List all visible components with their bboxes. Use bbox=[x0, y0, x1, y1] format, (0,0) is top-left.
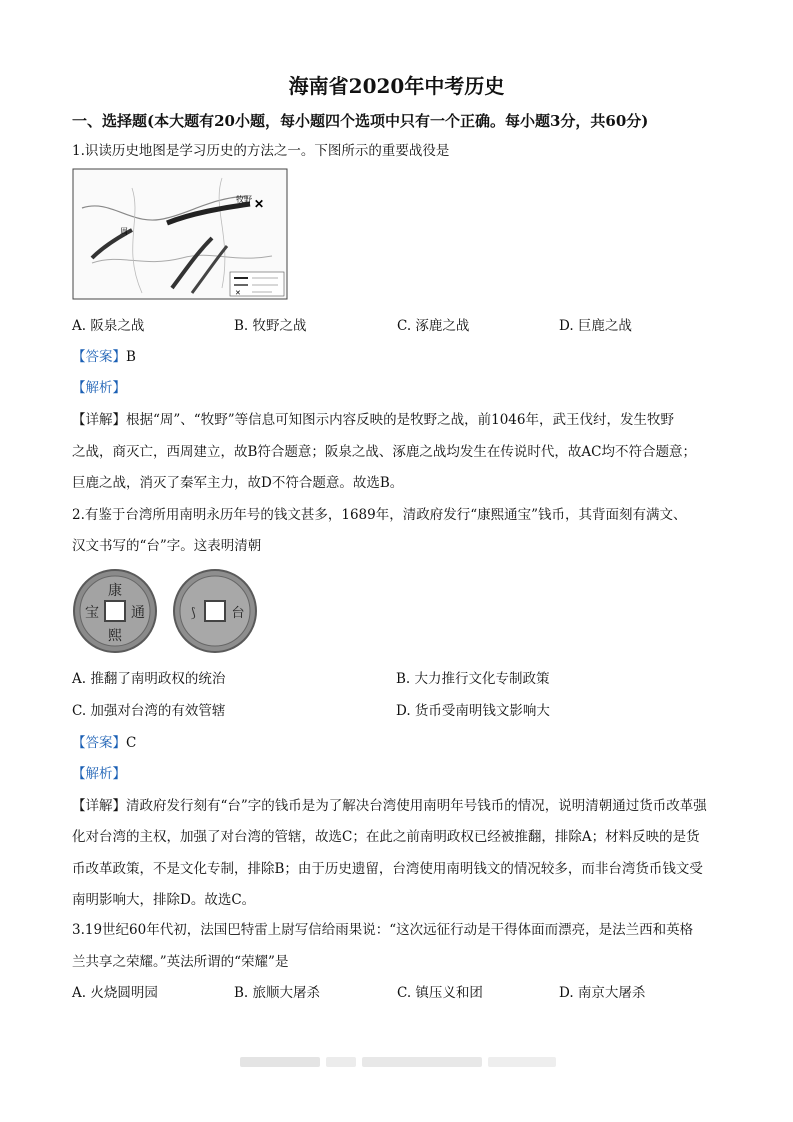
answer-tag: 【答案】 bbox=[72, 349, 126, 365]
q3-stem-line-2: 兰共享之荣耀。”英法所谓的“荣耀”是 bbox=[72, 954, 289, 970]
q1-battle-map bbox=[72, 168, 288, 300]
q2-detail-line-3: 币改革政策，不是文化专制，排除B；由于历史遗留，台湾使用南明钱文的情况较多，而非台湾货币钱文受 bbox=[72, 861, 703, 877]
section-heading: 一、选择题(本大题有20小题，每小题四个选项中只有一个正确。每小题3分，共60分) bbox=[72, 112, 649, 130]
coin-char-right: 通 bbox=[131, 605, 145, 621]
map-label-muye: 牧野 bbox=[236, 195, 252, 204]
coin-char-top: 康 bbox=[108, 583, 122, 599]
q3-option-c: C. 镇压义和团 bbox=[397, 985, 483, 1001]
q1-answer bbox=[72, 347, 136, 367]
q2-detail-line-1: 【详解】清政府发行刻有“台”字的钱币是为了解决台湾使用南明年号钱币的情况，说明清朝通过货币改革强 bbox=[72, 798, 707, 814]
footer-watermark bbox=[240, 1053, 556, 1071]
q2-detail-line-4: 南明影响大，排除D。故选C。 bbox=[72, 892, 256, 908]
q1-stem: 1.识读历史地图是学习历史的方法之一。下图所示的重要战役是 bbox=[72, 143, 450, 159]
svg-text:✕: ✕ bbox=[235, 289, 241, 297]
q3-option-d: D. 南京大屠杀 bbox=[559, 985, 646, 1001]
q1-option-d: D. 巨鹿之战 bbox=[559, 318, 632, 334]
page-title: 海南省2020年中考历史 bbox=[288, 74, 505, 98]
q1-detail-line-3: 巨鹿之战，消灭了秦军主力，故D不符合题意。故选B。 bbox=[72, 475, 404, 491]
svg-text:✕: ✕ bbox=[254, 197, 265, 211]
coin-front-image bbox=[72, 568, 158, 654]
q2-option-c: C. 加强对台湾的有效管辖 bbox=[72, 703, 226, 719]
q2-option-a: A. 推翻了南明政权的统治 bbox=[72, 671, 226, 687]
svg-text:⟆: ⟆ bbox=[190, 606, 196, 621]
q2-analysis-tag: 【解析】 bbox=[72, 766, 126, 782]
coin-char-bottom: 熙 bbox=[108, 628, 122, 644]
coin-back-image bbox=[172, 568, 258, 654]
q3-option-a: A. 火烧圆明园 bbox=[72, 985, 158, 1001]
q2-detail-line-2: 化对台湾的主权，加强了对台湾的管辖，故选C；在此之前南明政权已经被推翻，排除A；材料反映的是货 bbox=[72, 829, 700, 845]
q2-stem-line-2: 汉文书写的“台”字。这表明清朝 bbox=[72, 538, 262, 554]
answer-value: C bbox=[126, 735, 137, 751]
q2-option-b: B. 大力推行文化专制政策 bbox=[396, 671, 550, 687]
q1-option-b: B. 牧野之战 bbox=[234, 318, 307, 334]
q1-option-a: A. 阪泉之战 bbox=[72, 318, 145, 334]
q1-detail-line-1: 【详解】根据“周”、“牧野”等信息可知图示内容反映的是牧野之战，前1046年，武王伐纣，发生牧野 bbox=[72, 412, 674, 428]
coin-back-char: 台 bbox=[231, 606, 245, 621]
q1-option-c: C. 涿鹿之战 bbox=[397, 318, 470, 334]
q2-option-d: D. 货币受南明钱文影响大 bbox=[396, 703, 550, 719]
q3-option-b: B. 旅顺大屠杀 bbox=[234, 985, 321, 1001]
answer-value: B bbox=[126, 349, 136, 365]
q2-stem-line-1: 2.有鉴于台湾所用南明永历年号的钱文甚多，1689年，清政府发行“康熙通宝”钱币，其背面刻有满文、 bbox=[72, 507, 687, 523]
map-label-zhou: 周 bbox=[120, 227, 128, 236]
coin-char-left: 宝 bbox=[85, 605, 99, 621]
q1-detail-line-2: 之战，商灭亡，西周建立，故B符合题意；阪泉之战、涿鹿之战均发生在传说时代，故AC均不符合题意； bbox=[72, 444, 696, 460]
q2-answer bbox=[72, 733, 136, 753]
q1-analysis-tag: 【解析】 bbox=[72, 380, 126, 396]
q3-stem-line-1: 3.19世纪60年代初，法国巴特雷上尉写信给雨果说：“这次远征行动是干得体面而漂亮，是法兰西和英格 bbox=[72, 922, 694, 938]
answer-tag: 【答案】 bbox=[72, 735, 126, 751]
